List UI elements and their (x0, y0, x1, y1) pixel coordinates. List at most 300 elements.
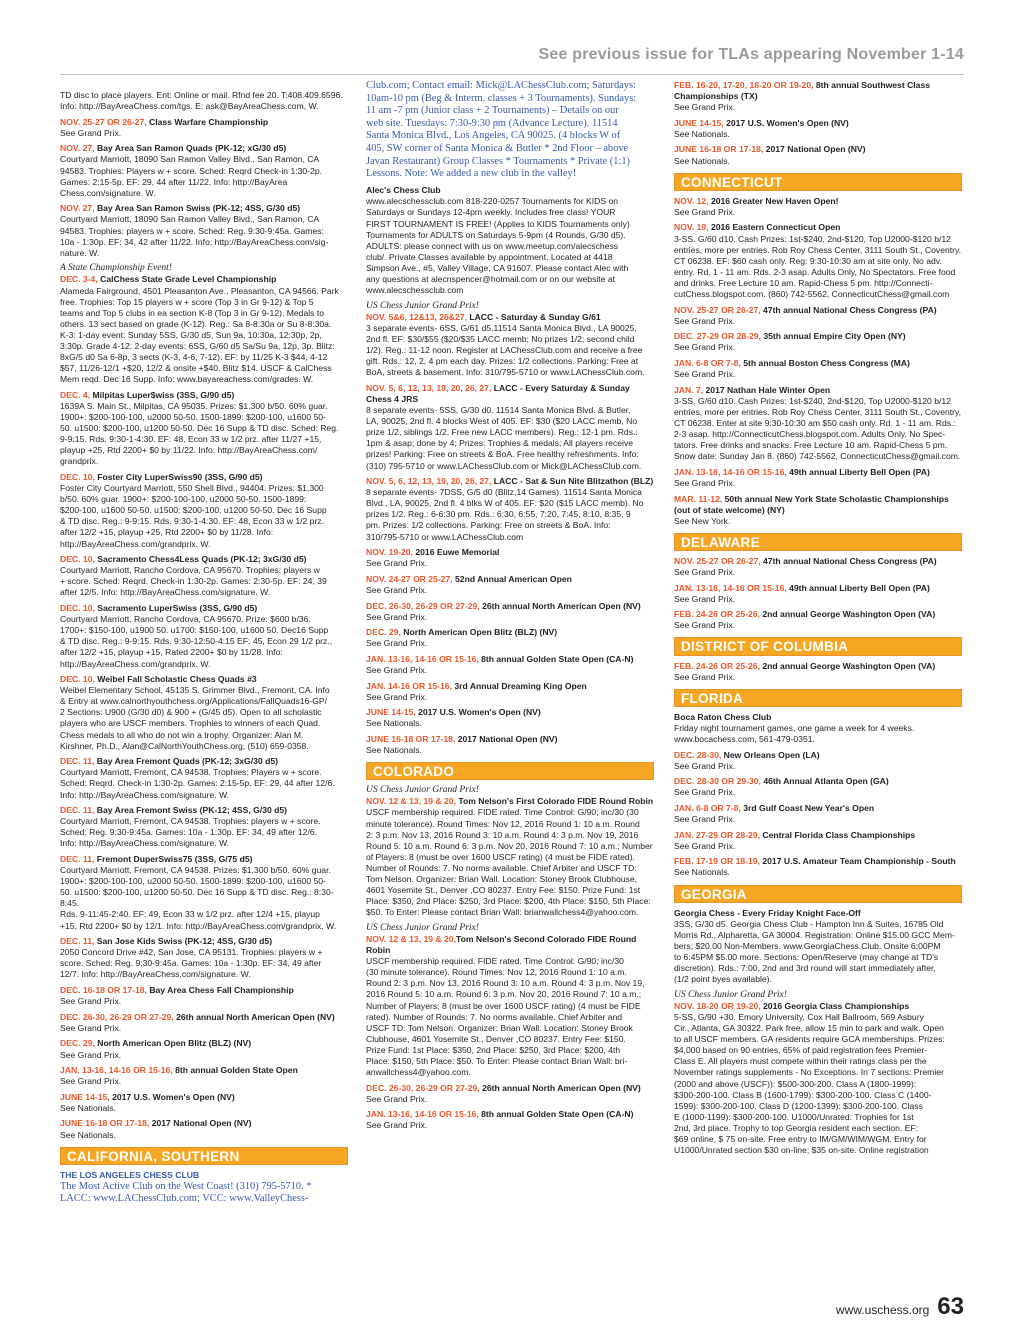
event-date: DEC. 10, (60, 472, 95, 482)
event-detail: grandprix. (60, 456, 99, 467)
event-detail: 94583. Trophies: players w + score. Sched: Reg. 9:30-9:45a. Games: (60, 225, 324, 236)
event-date: NOV. 25-27 OR 26-27, (60, 116, 147, 127)
section-heading: DISTRICT OF COLUMBIA (674, 637, 962, 655)
event-heading (674, 467, 962, 478)
event-detail: $50. To Enter: Please contact Brian Wall: brianwallchess4@yahoo.com. (366, 907, 639, 918)
event-detail: 1900+: $200-100-100, u2000 50-50. 1500-1899: $200-100, u1600 50- (60, 412, 326, 423)
event-listing (366, 796, 654, 918)
event-detail: Cir., Atlanta, GA 30322. Park free, allow 15 min to park and walk. Open (674, 1023, 944, 1034)
event-detail: See Grand Prix. (366, 665, 428, 675)
event-title: 49th annual Liberty Bell Open (PA) (786, 582, 930, 593)
event-detail: gift. Rds.: 12, 2, 4 pm each day. Prizes: 1/2 collections. Parking: Free at (366, 356, 639, 367)
event-listing (674, 583, 962, 605)
event-detail: U1000/Unrated section $30 on-line; $35 on-site. Online registration (674, 1145, 929, 1156)
event-detail: See Grand Prix. (674, 787, 736, 798)
event-listing (674, 556, 962, 578)
text-line: ADULTS: please connect with us on www.meetup.com/alecschess (366, 240, 619, 251)
event-detail: LA, 90025, 2nd fl. 4 blocks West of 405. EF: $30 ($20 LACC memb, No (366, 416, 638, 427)
event-detail: 3-SS. G/60 d10. Cash Prizes: 1st-$240, 2nd-$120, Top U2000-$120 b/12 (674, 233, 951, 244)
event-detail: free. Trophies: Top 15 players w + score (Top 3 in Gr 9-12) & Top 5 (60, 296, 314, 307)
event-title: Foster City LuperSwiss90 (3SS, G/90 d5) (94, 472, 263, 482)
text-line: Morris Rd., Alpharetta, GA 30004. Registration: Online $15.00 GCC Mem- (674, 929, 955, 940)
event-listing (674, 144, 962, 166)
event-heading (366, 681, 654, 692)
event-title: Bay Area Chess Fall Championship (146, 985, 294, 996)
event-detail: Courtyard Marriott, Fremont, CA 94538. Trophies: players w + score. (60, 816, 321, 827)
event-listing (366, 1109, 654, 1131)
event-listing (60, 1118, 348, 1140)
event-listing (366, 383, 654, 472)
event-listing (674, 803, 962, 825)
event-date: DEC. 11, (60, 854, 95, 864)
event-detail: E (1000-1199): $300-200-100. U1000/Unrated: Trophies for 1st (674, 1111, 914, 1122)
event-date: JAN. 13-16, 14-16 OR 15-16, (366, 1109, 479, 1120)
event-heading (60, 390, 348, 401)
text-line: 11 am -7 pm (Junior class + 2 Tournaments) – Details on our (366, 105, 619, 117)
event-date: DEC. 4, (60, 389, 91, 400)
event-title: 2017 Nathan Hale Winter Open (703, 384, 831, 395)
text-block (366, 196, 654, 296)
event-title: 50th annual New York State Scholastic Championships (out of state welcome) (NY) (674, 493, 949, 515)
event-detail: prizes 1/2. Reg.: 6-6:30 pm. Rds.: 6:30, 6:55, 7:20, 7:45, 8:10, 8:35, 9 (366, 509, 631, 520)
event-heading (674, 331, 962, 342)
event-detail: See Grand Prix. (674, 342, 736, 353)
event-detail: entry. Rd. 1 - 11 am. Rds. 2-3 asap. Adults Only, No Spectators. Free food (674, 266, 956, 277)
text-line: 10am-10 pm (Beg & Interm. classes + 3 Tournaments). Sundays: (366, 92, 637, 104)
event-detail: Blvd., LA, 90025, 2nd fl. 4 blks W of 405. EF: $20 ($15 LACC memb). No (366, 498, 644, 509)
event-listing (366, 934, 654, 1078)
event-title: 8th annual Golden State Open (CA-N) (478, 653, 634, 664)
event-detail: Class E. All players must compete within their ratings class per the (674, 1056, 927, 1067)
event-detail: 1599): $300-200-100. Class D (1200-1399): $300-200-100. Class (674, 1100, 923, 1111)
event-heading (60, 854, 348, 865)
event-listing (674, 331, 962, 353)
event-title: 5th annual Boston Chess Congress (MA) (740, 357, 910, 368)
event-detail: Snow date: Sunday Jan 8. (860) 742-5562, ConnecticutChess@gmail.com. (674, 451, 961, 462)
event-detail: See Grand Prix. (674, 814, 736, 825)
event-heading (674, 803, 962, 814)
event-detail: See Nationals. (674, 128, 730, 139)
event-listing (60, 674, 348, 752)
club-name: Alec's Chess Club (366, 185, 441, 196)
event-title: 2nd annual George Washington Open (VA) (759, 609, 936, 620)
event-detail: 2 Sections: U900 (G/30 d0) & 900 + (G/45 d5). Open to all scholastic (60, 707, 322, 718)
event-heading (674, 583, 962, 594)
section-heading: CONNECTICUT (674, 173, 962, 191)
event-detail: See Grand Prix. (366, 691, 428, 702)
text-line: any questions at alecnspencer@hotmail.com or on our website at (366, 274, 616, 284)
event-detail: November ratings supplements - No Exceptions. In 7 sections: Premier (674, 1067, 944, 1078)
event-listing (366, 681, 654, 703)
event-detail: teams and Top 5 clubs in ea section K-8 (Top 3 in Gr 9-12). Medals to (60, 307, 324, 318)
site-url[interactable]: www.uschess.org (835, 1303, 930, 1317)
event-detail: See Nationals. (366, 745, 422, 756)
event-detail: Sched: Reg. 9:30-9:45a. Games: 10a - 1:30p. EF: 34, 49 after 12/6. (60, 827, 318, 838)
event-detail: after 12/2 +15, playup +15, Rated 2200+ $0 by 11/28. Info: (60, 647, 283, 658)
event-heading (674, 750, 962, 761)
text-line: web site. Tuesdays: 7:30-9:30 pm (Advance Lecture). 11514 (366, 117, 618, 129)
event-detail: tators. Free drinks and snacks. Free Lecture 10 am. Rapid-Chess 5 pm. (674, 440, 948, 451)
event-date: DEC. 26-30, 26-29 OR 27-29, (60, 1011, 174, 1022)
header-rule (60, 74, 964, 75)
event-detail: +15, Rtd 2200+ $0 by 12/1. Info: http://BayAreaChess.com/grandprix. W. (60, 920, 337, 931)
event-date: NOV. 27, (60, 203, 95, 214)
event-date: NOV. 5, 6, 12, 13, 19, 20, 26, 27, (366, 476, 492, 487)
event-detail: Chess.com/signature. W. (60, 187, 156, 198)
event-title: LACC - Sat & Sun Nite Blitzathon (BLZ) (491, 476, 654, 487)
event-detail: See Grand Prix. (674, 477, 736, 488)
event-date: NOV. 12 & 13, 19 & 20, (366, 933, 456, 944)
event-detail: See Nationals. (60, 1129, 116, 1140)
event-listing (674, 305, 962, 327)
event-heading (674, 144, 962, 155)
event-title: 2017 National Open (NV) (763, 144, 866, 155)
event-date: NOV. 5, 6, 12, 13, 19, 20, 26, 27, (366, 382, 492, 393)
club-description (366, 80, 654, 181)
column-1 (60, 90, 348, 1211)
event-listing (674, 196, 962, 218)
event-detail: Rds. 9-11:45-2:40. EF: 49, Econ 33 w 1/2 prz. after 12/4 +15, playup (60, 909, 320, 920)
event-date: JUNE 16-18 OR 17-18, (674, 144, 764, 155)
section-heading: COLORADO (366, 762, 654, 780)
event-detail: See Grand Prix. (674, 102, 736, 113)
event-listing (60, 603, 348, 670)
event-listing (60, 1065, 348, 1087)
club-name: Georgia Chess - Every Friday Knight Face-Off (674, 907, 861, 918)
event-heading (60, 143, 348, 154)
event-title: 2017 National Open (NV) (455, 733, 558, 744)
event-detail: See Grand Prix. (366, 1120, 428, 1131)
event-date: DEC. 28-30, (674, 749, 722, 760)
event-heading (366, 1083, 654, 1094)
event-heading (674, 494, 962, 516)
event-detail: 12/7. Info: http://BayAreaChess.com/signature. W. (60, 969, 251, 980)
event-detail: score. Sched: Reg. 9:30-9:45a. Games: 10a - 1:30p. EF: 34, 49 after (60, 958, 322, 969)
junior-grand-prix-tag: US Chess Junior Grand Prix! (366, 300, 479, 311)
event-detail: Info: http://BayAreaChess.com/signature. W. (60, 838, 230, 849)
event-detail: See Grand Prix. (674, 840, 736, 851)
event-heading (60, 985, 348, 996)
event-detail: BoA, streets & basement. Info: 310/795-5710 or www.LAChessClub.com. (366, 367, 645, 378)
event-detail: 2016 Round 5: 10 a.m. Round 6: 3 p.m. Nov 20, 2016 Round 7: 10 a.m.; (366, 989, 642, 1000)
event-title: Sacramento Chess4Less Quads (PK-12; 3xG/30 d5) (94, 554, 307, 565)
event-detail: Courtyard Marriott, Rancho Cordova, CA 95670. Trophies: players w (60, 565, 320, 576)
page-number: 63 (937, 1293, 964, 1320)
event-detail: & Entry at www.calnorthyouthchess.org/Applications/FallQuads16-GP/ (60, 696, 328, 707)
event-listing (60, 472, 348, 550)
event-date: FEB. 24-26 OR 25-26, (674, 609, 760, 620)
event-title: 35th annual Empire City Open (NY) (760, 331, 906, 342)
event-detail: See Grand Prix. (366, 638, 428, 649)
event-title: Sacramento LuperSwiss (3SS, G/90 d5) (94, 603, 258, 614)
event-detail: See Grand Prix. (674, 593, 736, 604)
event-listing (60, 985, 348, 1007)
event-detail: (310) 795-5710 or www.LAChessClub.com or Mick@LAChessClub.com. (366, 460, 642, 471)
event-detail: b/50. 60% guar. 1900+: $200-100-100, u2000 50-50. 1500-1899: (60, 494, 307, 505)
event-heading (674, 385, 962, 396)
text-line: FIRST TOURNAMENT IS FREE! (Applies to KIDS Tournaments only) (366, 218, 630, 229)
section-heading: FLORIDA (674, 689, 962, 707)
event-listing (60, 203, 348, 258)
event-detail: CT 06238. EF: $60 cash only. Reg: 9:30-10:30 am at site only. No adv. (674, 255, 942, 266)
text-line: The Most Active Club on the West Coast! (310) 795-5710. * (60, 1180, 312, 1192)
event-listing (366, 627, 654, 649)
event-detail: See Grand Prix. (366, 558, 428, 569)
event-heading (674, 80, 962, 102)
event-title: LACC - Every Saturday & Sunday Chess 4 JRS (366, 382, 630, 404)
event-date: DEC. 26-30, 26-29 OR 27-29, (366, 600, 480, 611)
event-detail: 94583. Trophies: Players w + score. Sched: Reqrd Check-in 1:30-2p. (60, 165, 323, 176)
event-listing (674, 776, 962, 798)
event-detail: of Players: 8 (must be over 1600 USCF rating) (4 must be FIDE rated). (366, 851, 635, 862)
event-detail: See Nationals. (366, 718, 422, 729)
event-listing (60, 554, 348, 598)
event-date: NOV. 19-20, (366, 547, 413, 558)
junior-grand-prix-tag: US Chess Junior Grand Prix! (674, 989, 787, 1000)
event-date: DEC. 10, (60, 554, 95, 565)
event-title: 2016 Eastern Connecticut Open (708, 222, 841, 233)
event-heading (60, 1012, 348, 1023)
event-heading (366, 734, 654, 745)
event-date: NOV. 5&6, 12&13, 26&27, (366, 311, 467, 322)
event-detail: Prize Fund: 1st Place: $350, 2nd Place: $250, 3rd Place: $200, 4th (366, 1044, 621, 1055)
event-detail: others. 13 sect based on grade (K-12). Reg.: Sa 8-8:30a or Su 8-8:30a. (60, 318, 332, 329)
event-title: North American Open Blitz (BLZ) (NV) (94, 1038, 252, 1049)
event-date: NOV. 25-27 OR 26-27, (674, 555, 761, 566)
event-detail: Place: $150, 5th Place: $50. To Enter: Please contact Brian Wall: bri- (366, 1056, 628, 1066)
text-line: www.alecschessclub.com 818-220-0257 Tournaments for KIDS on (366, 196, 619, 207)
text-line: Club.com; Contact email: Mick@LAChessClub.com; Saturdays: (366, 80, 636, 91)
text-line: LACC: www.LAChessClub.com; VCC: www.ValleyChess- (60, 1193, 309, 1205)
event-title: Bay Area Fremont Quads (PK-12; 3xG/30 d5) (94, 756, 278, 767)
event-detail: 1/2). Reg.: 11-12 noon. Register at LAChessClub.com and receive a free (366, 345, 643, 356)
event-detail: Round 5: 10 a.m. Round 6: 3 p.m. Nov 20, 2016 Round 7: 10 a.m.; Number (366, 840, 653, 851)
event-detail: $300-200-100. Class B (1600-1799): $300-200-100. Class C (1400- (674, 1089, 932, 1100)
event-heading (366, 601, 654, 612)
column-3 (674, 80, 962, 1161)
event-heading (60, 674, 348, 685)
event-detail: See Grand Prix. (366, 1093, 428, 1104)
event-date: JUNE 14-15, (60, 1091, 110, 1102)
event-detail: Games: 2:15-5p. EF: 29, 44 after 11/22. Info: http://BayArea (60, 176, 288, 187)
event-listing (60, 805, 348, 849)
text-line: (1/2 point byes available). (674, 974, 772, 985)
event-listing (366, 601, 654, 623)
event-title: 49th annual Liberty Bell Open (PA) (786, 466, 930, 477)
event-title: 2017 U.S. Amateur Team Championship - South (759, 856, 956, 867)
event-date: DEC. 11, (60, 936, 95, 947)
event-date: NOV. 27, (60, 143, 95, 154)
event-heading (366, 476, 654, 487)
event-detail: 2050 Concord Drive #42, San Jose, CA 95131. Trophies: players w + (60, 947, 323, 958)
event-title: 46th Annual Atlanta Open (GA) (760, 776, 889, 787)
text-line: 3SS, G/30 d5. Georgia Chess Club - Hampton Inn & Suites, 16785 Old (674, 918, 944, 929)
text-line: Tournaments for ADULTS on Saturdays 5-9pm (4 Rounds, G/30 d5). (366, 229, 626, 240)
event-detail: See Grand Prix. (674, 620, 736, 631)
event-detail: prize 1/2, siblings 1/2, Free new LACC members). Reg.: 12-1 pm. Rds.: (366, 427, 638, 438)
club-name: THE LOS ANGELES CHESS CLUB (60, 1169, 200, 1180)
event-detail: See Grand Prix. (60, 127, 122, 138)
page-header: See previous issue for TLAs appearing November 1-14 (538, 46, 964, 63)
event-title: Central Florida Class Championships (759, 829, 916, 840)
event-listing (366, 654, 654, 676)
event-heading (60, 117, 348, 128)
event-date: JAN. 13-16, 14-16 OR 15-16, (674, 582, 787, 593)
event-heading (674, 305, 962, 316)
event-title: San Jose Kids Swiss (PK-12; 4SS, G/30 d5) (94, 936, 273, 947)
event-detail: Courtyard Marriott, 18090 San Ramon Valley Blvd., San Ramon, CA (60, 214, 320, 225)
event-listing (674, 1001, 962, 1156)
text-line: to 6:45PM $5.00 more. Sections: Open/Reserve (may change at TD's (674, 952, 939, 962)
event-date: JUNE 16-18 OR 17-18, (366, 733, 456, 744)
event-detail: Mem reqd. Dec 16 Supp. Info: www.bayareachess.com/grades. W. (60, 374, 314, 385)
event-detail: 8xG/5 d0 Sa 6-8p, 3 sects (K-3, 4-6, 7-12). EF: by 11/25 K-3 $44, 4-12 (60, 352, 328, 363)
event-heading (366, 627, 654, 638)
event-listing (60, 117, 348, 139)
event-title: 2016 Euwe Memorial (412, 547, 500, 558)
event-title: 2016 Georgia Class Championships (760, 1000, 910, 1011)
event-heading (674, 222, 962, 233)
event-listing (60, 854, 348, 932)
event-date: JAN. 7, (674, 384, 704, 395)
event-detail: USCF membership required. FIDE rated. Time Control: G/90; inc/30 (366, 956, 624, 967)
event-heading (60, 554, 348, 565)
event-detail: playup +25, Rtd 2200+ $0 by 11/22. Info: http://BayAreaChess.com/ (60, 445, 318, 456)
event-detail: See Grand Prix. (60, 1049, 122, 1060)
event-listing (60, 274, 348, 385)
event-date: DEC. 29, (60, 1038, 95, 1049)
event-detail: 310/795-5710 or www.LAChessClub.com (366, 531, 524, 542)
event-detail: Info: http://BayAreaChess.com/signature. W. (60, 789, 230, 800)
event-listing (674, 661, 962, 683)
event-detail: USCF TD: Tom Nelson. Organizer: Brian Wall. Location: Stoney Brook (366, 1022, 633, 1033)
event-heading (60, 1065, 348, 1076)
event-detail: 1900+: $200-100-100, u2000 50-50. 1500-1899: $200-100, u1600 50- (60, 876, 326, 887)
event-date: NOV. 19, (674, 222, 709, 233)
event-detail: rated). Number of Rounds: 7. No norms available. Chief Arbiter and (366, 1011, 623, 1022)
event-title: 2016 Greater New Haven Open! (708, 195, 839, 206)
text-line: TD disc to place players. Ent: Online or mail. Rfnd fee 20. T:408.409.6596. (60, 90, 343, 100)
event-detail: anwallchess4@yahoo.com. (366, 1067, 471, 1078)
event-detail: http://BayAreaChess.com/grandprix. W. (60, 538, 211, 549)
event-detail: Courtyard Marriott, Fremont, CA 94538. Trophies: Players w + score. (60, 767, 322, 778)
event-listing (674, 385, 962, 463)
text-line: Santa Monica Blvd., Los Angeles, CA 90025. (4 blocks W of (366, 130, 621, 142)
event-listing (366, 476, 654, 543)
section-heading: GEORGIA (674, 885, 962, 903)
event-date: NOV. 25-27 OR 26-27, (674, 304, 761, 315)
event-title: 52nd Annual American Open (452, 573, 572, 584)
text-line: club/. Private Classes available by appointment. Located at 4418 (366, 251, 613, 262)
event-heading (674, 609, 962, 620)
event-detail: + score. Sched: Reqrd. Check-in 1:30-2p. Games: 2:30-5p. EF: 24, 39 (60, 576, 327, 587)
event-detail: Number of Rounds: 7. No norms available. Chief Arbiter and USCF TD: (366, 862, 637, 873)
section-heading: DELAWARE (674, 533, 962, 551)
text-line: Friday night tournament games, one game a week for 4 weeks. (674, 722, 915, 733)
event-detail: $200-100, u1600 50-50. u1500: $200-100, u1200 50-50. Dec 16 Supp (60, 505, 327, 516)
event-detail: 2nd fl. EF: $30/$55 ($20/$35 LACC memb; No prizes 1/2; second child (366, 333, 635, 344)
event-listing (366, 1083, 654, 1105)
text-line: Javan Restaurant) Group Classes * Tournaments * Private (1:1) (366, 155, 630, 167)
event-title: 2017 U.S. Women's Open (NV) (415, 707, 541, 718)
event-title: Bay Area San Ramon Swiss (PK-12; 4SS, G/30 d5) (94, 203, 301, 214)
event-detail: Clubhouse, 4601 Yosemite St., Denver ,CO 80237. Entry Fee: $150. (366, 1033, 626, 1044)
event-detail: Sched: Reqrd. Check-in 1:30-2p. Games: 2:15-5p. EF: 29, 44 after 12/6. (60, 778, 335, 789)
event-detail: Foster City Courtyard Marriott, 550 Shell Blvd., 94404. Prizes: $1,300 (60, 483, 324, 494)
event-date: JUNE 14-15, (674, 117, 724, 128)
event-heading (60, 756, 348, 767)
junior-grand-prix-tag: US Chess Junior Grand Prix! (366, 785, 479, 796)
event-detail: Courtyard Marriott, 18090 San Ramon Valley Blvd., San Ramon, CA (60, 154, 320, 165)
event-heading (366, 654, 654, 665)
event-title: Bay Area San Ramon Quads (PK-12; xG/30 d5) (94, 143, 287, 154)
text-line: 405, SW corner of Santa Monica & Butler * 2nd Floor – above (366, 142, 629, 154)
event-listing (366, 312, 654, 379)
junior-grand-prix-tag: US Chess Junior Grand Prix! (366, 922, 479, 933)
event-detail: 4601 Yosemite St., Denver ,CO 80237. Entry Fee: $150. Prize Fund: 1st (366, 885, 641, 896)
event-detail: & TD disc. Reg.: 9-9:15. Rds. 9:30-12:50-4:15 EF: 45, Econ 29 1/2 prz., (60, 636, 333, 647)
event-title: 8th annual Golden State Open (172, 1065, 298, 1076)
event-heading (674, 196, 962, 207)
event-detail: See Grand Prix. (674, 315, 736, 326)
event-detail: See Grand Prix. (674, 671, 736, 682)
event-title: Weibel Fall Scholastic Chess Quads #3 (94, 674, 257, 685)
event-detail: CT 06238. Enter at site 9:30-10:30 am $50 cash only. Rd. 1 - 11 am. Rds.: (674, 417, 956, 428)
event-date: NOV. 12, (674, 195, 709, 206)
event-title: LACC - Saturday & Sunday G/61 (466, 311, 601, 322)
event-detail: See Nationals. (674, 867, 730, 878)
event-title: 3rd Annual Dreaming King Open (451, 680, 587, 691)
event-heading (60, 1092, 348, 1103)
event-date: DEC. 16-18 OR 17-18, (60, 985, 147, 996)
event-title: Tom Nelson's Second Colorado FIDE Round Robin (366, 933, 637, 956)
text-line: Saturdays or Sundays 12-4pm weekly. Includes free class! YOUR (366, 207, 616, 218)
event-listing (366, 707, 654, 729)
event-date: NOV. 24-27 OR 25-27, (366, 573, 453, 584)
event-heading (366, 707, 654, 718)
event-title: 8th annual Southwest Class Championships (TX) (674, 80, 931, 102)
event-detail: 2nd, 3rd place. Trophy to top Georgia resident each section. EF: (674, 1122, 919, 1133)
event-detail: prizes! Parking: Free on streets & BoA. Free healthy refreshments. Info: (366, 449, 639, 460)
event-detail: 2: 3 p.m. Nov 13, 2016 Round 3: 10 a.m. Round 4: 3 p.m. Nov 19, 2016 (366, 829, 639, 840)
event-date: DEC. 10, (60, 603, 95, 614)
event-title: 2017 U.S. Women's Open (NV) (109, 1091, 235, 1102)
event-title: Bay Area Fremont Swiss (PK-12; 4SS, G/30 d5) (94, 805, 288, 816)
event-date: DEC. 10, (60, 674, 95, 685)
event-detail: 9-9:15. Rds. 9:30-1-4:30. EF: 48, Econ 33 w 1/2 prz. after 11/27 +15, (60, 434, 322, 445)
event-detail: 8 separate events- 7DSS, G/5 d0 (Blitz,14 Games). 11514 Santa Monica (366, 487, 642, 498)
event-listing (674, 494, 962, 527)
event-detail: players who are USCF members. Trophies to winners of each Quad. (60, 718, 321, 729)
event-detail: USCF membership required. FIDE rated. Time Control: G/90; inc/30 (30 (366, 807, 639, 818)
event-title: New Orleans Open (LA) (721, 749, 820, 760)
event-title: CalChess State Grade Level Championship (97, 274, 277, 285)
event-detail: See Grand Prix. (366, 584, 428, 595)
event-date: NOV. 12 & 13, 19 & 20, (366, 796, 456, 807)
event-detail: Kirshner, Ph.D., Alan@CalNorthYouthChess.org, (510) 659-0358. (60, 740, 309, 751)
text-line: Info: http://BayAreaChess.com/tgs. E: ask@BayAreaChess.com, W. (60, 101, 319, 112)
event-date: DEC. 3-4, (60, 274, 98, 285)
event-listing (674, 609, 962, 631)
event-heading (674, 556, 962, 567)
event-title: 3rd Gulf Coast New Year's Open (740, 802, 875, 813)
event-listing (60, 1012, 348, 1034)
page-footer (836, 1293, 964, 1321)
event-detail: pm. Prizes: 1/2 collections. Parking: Free on streets & BoA. Info: (366, 520, 611, 531)
event-heading (674, 118, 962, 129)
event-date: JAN. 6-8 OR 7-8, (674, 802, 741, 813)
event-detail: See New York. (674, 515, 731, 526)
